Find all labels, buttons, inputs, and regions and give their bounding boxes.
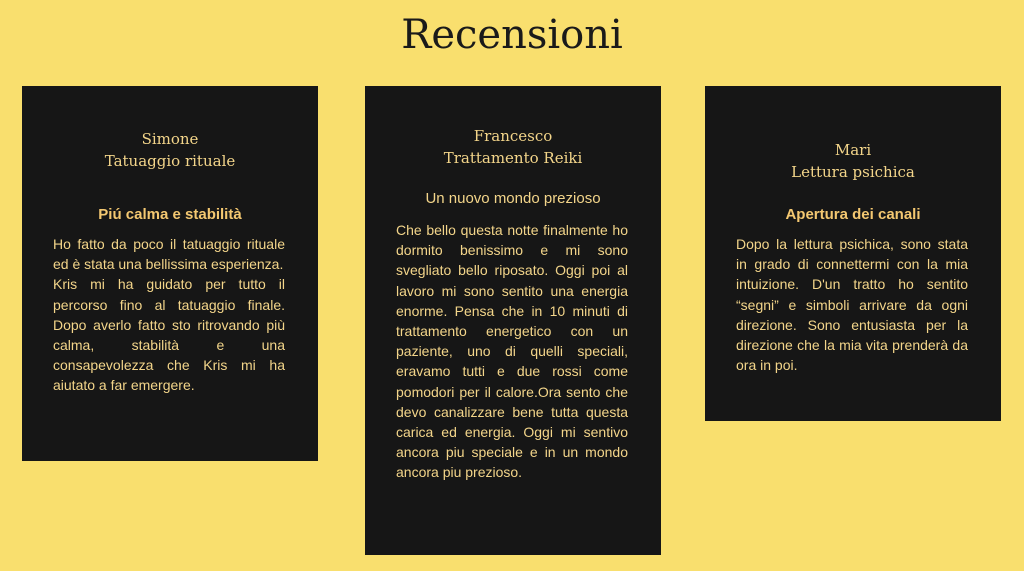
service-name: Trattamento Reiki — [443, 149, 583, 167]
review-headline: Un nuovo mondo prezioso — [425, 190, 601, 207]
review-card-simone — [22, 86, 318, 461]
review-text: Dopo la lettura psichica, sono stata in grado di connettermi con la mia intuizione. D'un tratto ho sentito “segni” e simboli arrivare da ogni direzione. Sono entusiasta per la direzione che la mia vita prenderà da ora in poi. — [736, 236, 968, 374]
service-name: Tatuaggio rituale — [104, 152, 236, 170]
page-title: Recensioni — [401, 12, 623, 58]
review-headline: Apertura dei canali — [785, 206, 921, 223]
review-text: Che bello questa notte finalmente ho dormito benissimo e mi sono svegliato bello riposato. Oggi poi al lavoro mi sono sentito una energia enorme. Pensa che in 10 minuti di trattamento energetico con un paziente, uno di quelli speciali, eravamo tutti e due rossi come pomodori per il calore.Ora sento che devo canalizzare bene tutta questa carica ed energia. Oggi mi sentivo ancora piu speciale e in un mondo ancora piu prezioso. — [396, 222, 628, 481]
review-headline: Piú calma e stabilità — [98, 206, 242, 223]
reviewer-name: Mari — [834, 141, 872, 159]
reviewer-name: Francesco — [473, 127, 553, 145]
service-name: Lettura psichica — [791, 163, 915, 181]
review-text: Ho fatto da poco il tatuaggio rituale ed è stata una bellissima esperienza. Kris mi ha guidato per tutto il percorso fino al tatuaggio finale. Dopo averlo fatto sto ritrovando più calma, stabilità e una consapevolezza che Kris mi ha aiutato a far emergere. — [53, 236, 285, 394]
review-card-francesco — [365, 86, 661, 555]
reviewer-name: Simone — [141, 130, 199, 148]
review-card-mari — [705, 86, 1001, 421]
